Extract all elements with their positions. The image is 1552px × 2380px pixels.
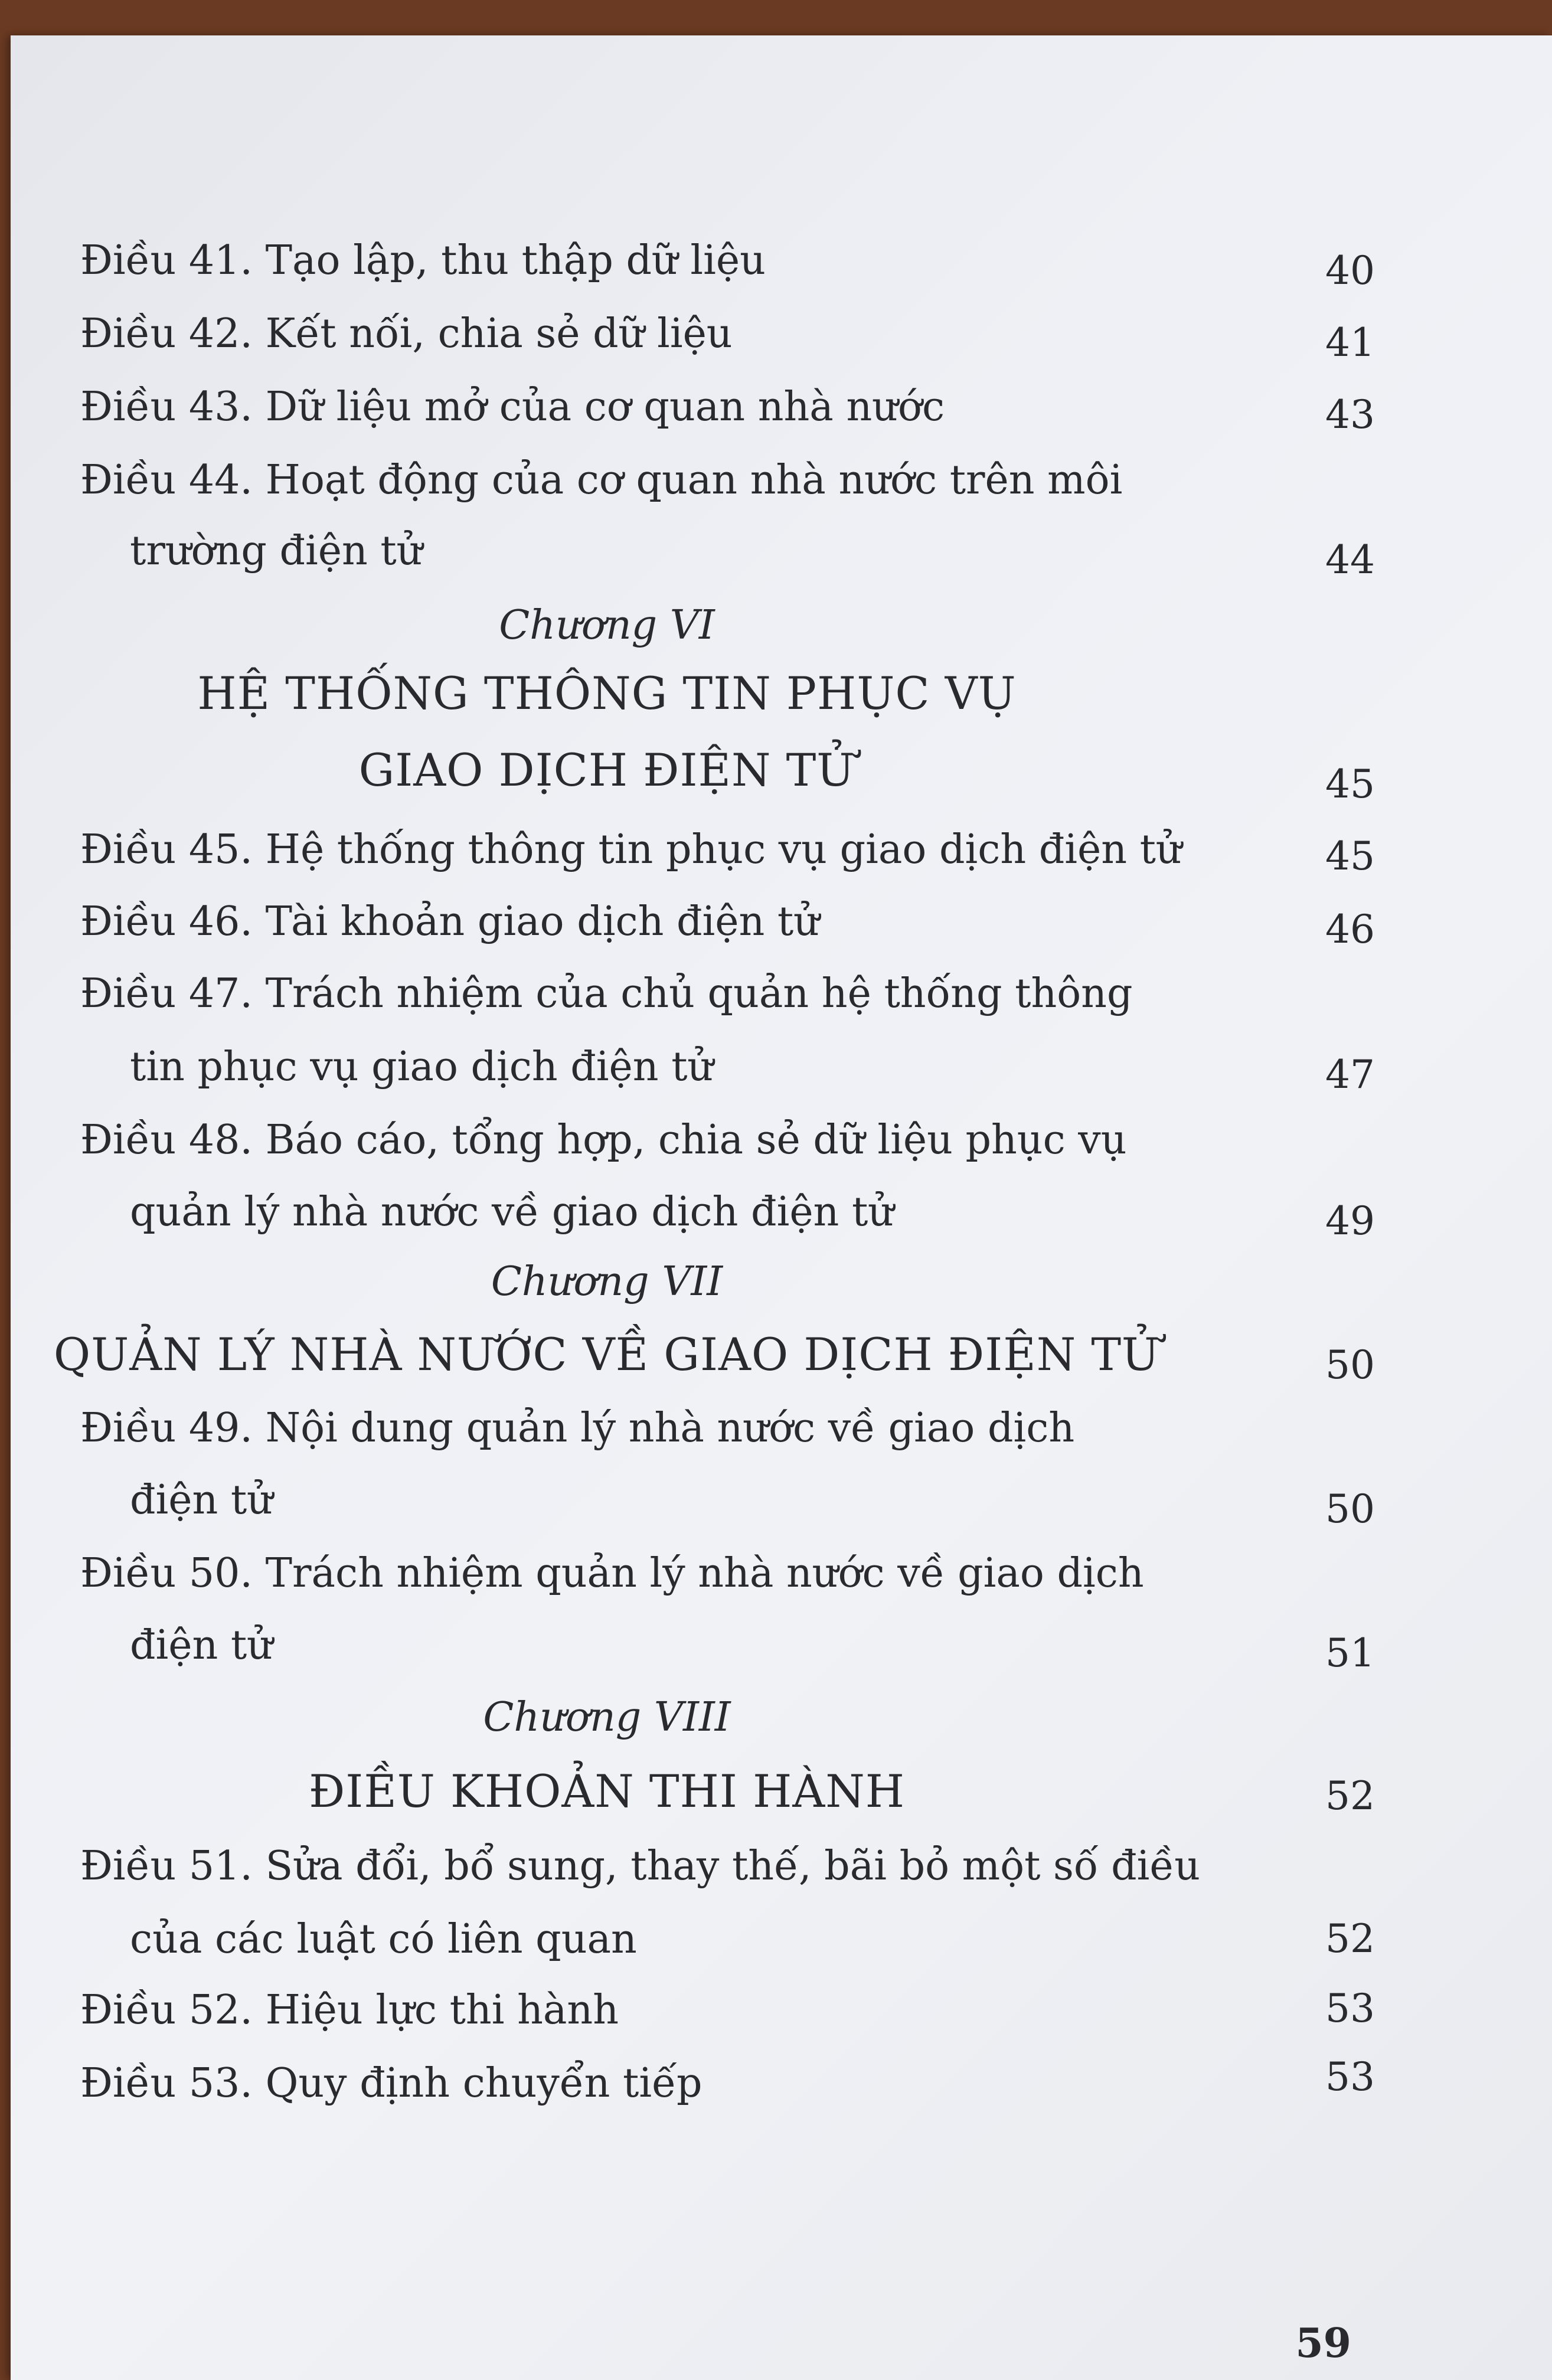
toc-page-45: 45 [1325, 833, 1375, 879]
toc-page-46: 46 [1325, 907, 1375, 952]
toc-page-52: 53 [1325, 1986, 1375, 2031]
page-number: 59 [1295, 2320, 1351, 2367]
toc-entry-41: Điều 41. Tạo lập, thu thập dữ liệu [80, 237, 766, 284]
chapter-8-page: 52 [1325, 1773, 1375, 1819]
toc-page-47: 47 [1325, 1052, 1375, 1097]
toc-page-48: 49 [1325, 1198, 1375, 1244]
toc-entry-48: Điều 48. Báo cáo, tổng hợp, chia sẻ dữ liệu phục vụ [80, 1117, 1127, 1163]
chapter-7-label: Chương VII [491, 1258, 723, 1305]
toc-entry-51: Điều 51. Sửa đổi, bổ sung, thay thế, bãi bỏ một số điều [80, 1843, 1201, 1889]
toc-entry-46: Điều 46. Tài khoản giao dịch điện tử [80, 898, 820, 945]
chapter-6-label: Chương VI [499, 602, 715, 649]
chapter-6-page: 45 [1325, 761, 1375, 807]
toc-entry-44-cont: trường điện tử [130, 528, 423, 574]
toc-page-51: 52 [1325, 1916, 1375, 1961]
toc-entry-47-cont: tin phục vụ giao dịch điện tử [130, 1044, 714, 1090]
toc-page-50: 51 [1325, 1630, 1375, 1676]
toc-entry-47: Điều 47. Trách nhiệm của chủ quản hệ thống thông [80, 970, 1133, 1017]
toc-entry-49: Điều 49. Nội dung quản lý nhà nước về giao dịch [80, 1405, 1075, 1451]
toc-entry-43: Điều 43. Dữ liệu mở của cơ quan nhà nước [80, 384, 945, 430]
chapter-6-title-line1: HỆ THỐNG THÔNG TIN PHỤC VỤ [197, 667, 1017, 720]
toc-entry-50: Điều 50. Trách nhiệm quản lý nhà nước về giao dịch [80, 1550, 1144, 1597]
toc-entry-50-cont: điện tử [130, 1622, 273, 1669]
toc-page-44: 44 [1325, 537, 1375, 583]
chapter-8-title: ĐIỀU KHOẢN THI HÀNH [308, 1765, 906, 1817]
toc-page-53: 53 [1325, 2054, 1375, 2100]
chapter-7-title: QUẢN LÝ NHÀ NƯỚC VỀ GIAO DỊCH ĐIỆN TỬ [53, 1328, 1161, 1381]
toc-page-43: 43 [1325, 392, 1375, 437]
toc-entry-44: Điều 44. Hoạt động của cơ quan nhà nước trên môi [80, 457, 1123, 504]
toc-entry-42: Điều 42. Kết nối, chia sẻ dữ liệu [80, 310, 733, 357]
toc-entry-49-cont: điện tử [130, 1477, 273, 1524]
toc-entry-51-cont: của các luật có liên quan [130, 1916, 637, 1963]
toc-entry-52: Điều 52. Hiệu lực thi hành [80, 1987, 619, 2034]
toc-page-41: 40 [1325, 248, 1375, 293]
chapter-8-label: Chương VIII [483, 1694, 731, 1741]
toc-entry-53: Điều 53. Quy định chuyển tiếp [80, 2060, 703, 2107]
toc-entry-48-cont: quản lý nhà nước về giao dịch điện tử [130, 1189, 894, 1235]
chapter-6-title-line2: GIAO DỊCH ĐIỆN TỬ [358, 744, 855, 796]
toc-page-49: 50 [1325, 1486, 1375, 1532]
toc-page-42: 41 [1325, 320, 1375, 365]
book-page [11, 35, 1552, 2380]
toc-entry-45: Điều 45. Hệ thống thông tin phục vụ giao dịch điện tử [80, 826, 1182, 873]
chapter-7-page: 50 [1325, 1342, 1375, 1388]
